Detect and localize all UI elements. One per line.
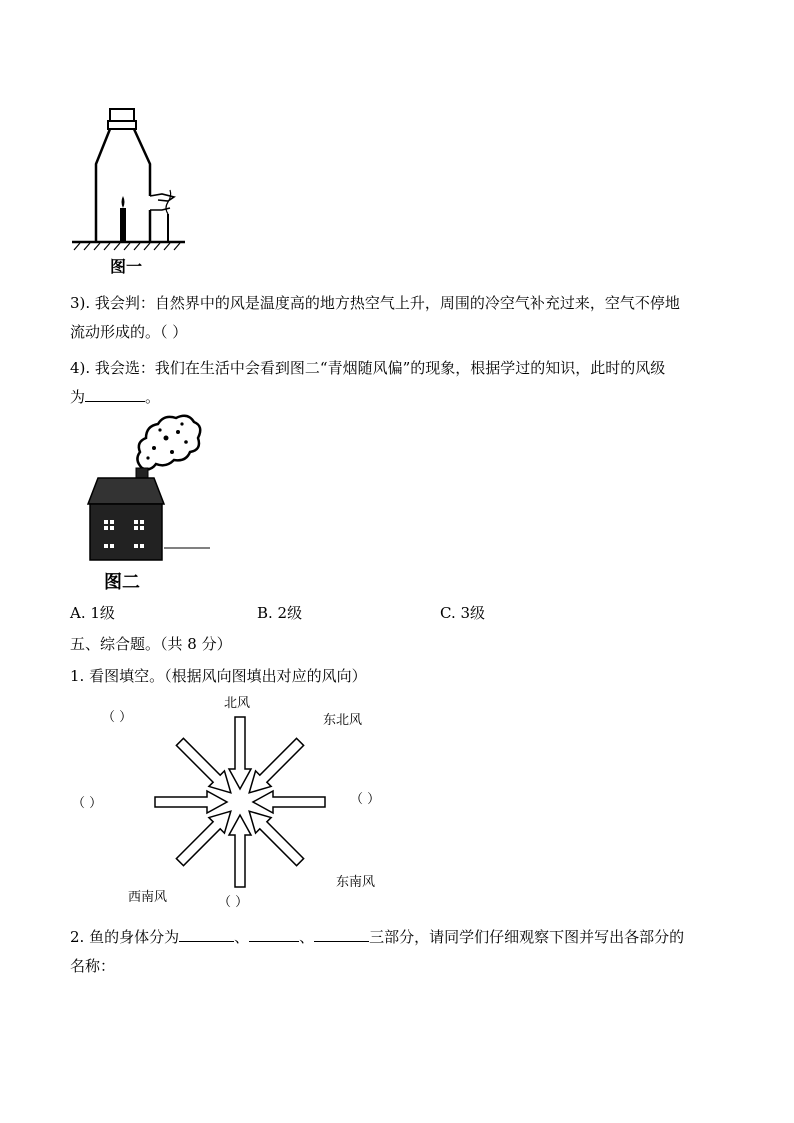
answer-blank[interactable] (85, 387, 145, 402)
item-1-text: 1. 看图填空。（根据风向图填出对应的风向） (70, 667, 367, 685)
section-5-title: 五、综合题。（共 8 分） (70, 635, 232, 653)
wind-arrow-west (155, 791, 227, 813)
fish-part-blank-1[interactable] (179, 927, 234, 942)
blank-east[interactable]: （ ） (350, 792, 381, 807)
wind-direction-diagram (150, 712, 330, 892)
figure2-caption: 图二 (104, 572, 140, 593)
item-2-prefix: 2. 鱼的身体分为 (70, 928, 180, 946)
item-2-suffix: 三部分，请同学们仔细观察下图并写出各部分的 (369, 928, 685, 946)
question-4-prefix: 为 (70, 388, 86, 406)
option-b[interactable]: B. 2级 (257, 604, 303, 622)
figure1-bottle-candle (70, 104, 190, 274)
wind-arrow-east (253, 791, 325, 813)
wind-arrow-north (229, 717, 251, 789)
wind-arrow-northwest (172, 734, 238, 800)
wind-arrow-southeast (241, 803, 307, 869)
figure1-caption: 图一 (110, 257, 143, 276)
figure2-house-smoke (82, 408, 212, 568)
option-a[interactable]: A. 1级 (70, 604, 115, 622)
fish-part-blank-3[interactable] (314, 927, 369, 942)
wind-arrow-northeast (241, 734, 307, 800)
question-3-line1: 3). 我会判：自然界中的风是温度高的地方热空气上升，周围的冷空气补充过来，空气不停地 (70, 294, 680, 312)
item-2-line1 (70, 926, 684, 947)
fish-part-blank-2[interactable] (249, 927, 299, 942)
item-2-line2: 名称： (70, 957, 116, 975)
label-north: 北风 (224, 696, 251, 711)
blank-west[interactable]: （ ） (72, 796, 103, 811)
question-4-line1: 4). 我会选：我们在生活中会看到图二“青烟随风偏”的现象，根据学过的知识，此时的风级 (70, 359, 666, 377)
option-c[interactable]: C. 3级 (440, 604, 486, 622)
label-southeast: 东南风 (336, 875, 376, 890)
wind-arrow-southwest (172, 803, 238, 869)
blank-south[interactable]: （ ） (218, 895, 249, 910)
label-northeast: 东北风 (323, 713, 363, 728)
wind-arrow-south (229, 815, 251, 887)
question-4-line2 (70, 386, 160, 407)
label-southwest: 西南风 (128, 890, 168, 905)
separator: 、 (299, 928, 315, 946)
question-4-suffix: 。 (145, 388, 161, 406)
question-3-line2: 流动形成的。（ ） (70, 323, 188, 341)
separator: 、 (234, 928, 250, 946)
blank-northwest[interactable]: （ ） (102, 710, 133, 725)
